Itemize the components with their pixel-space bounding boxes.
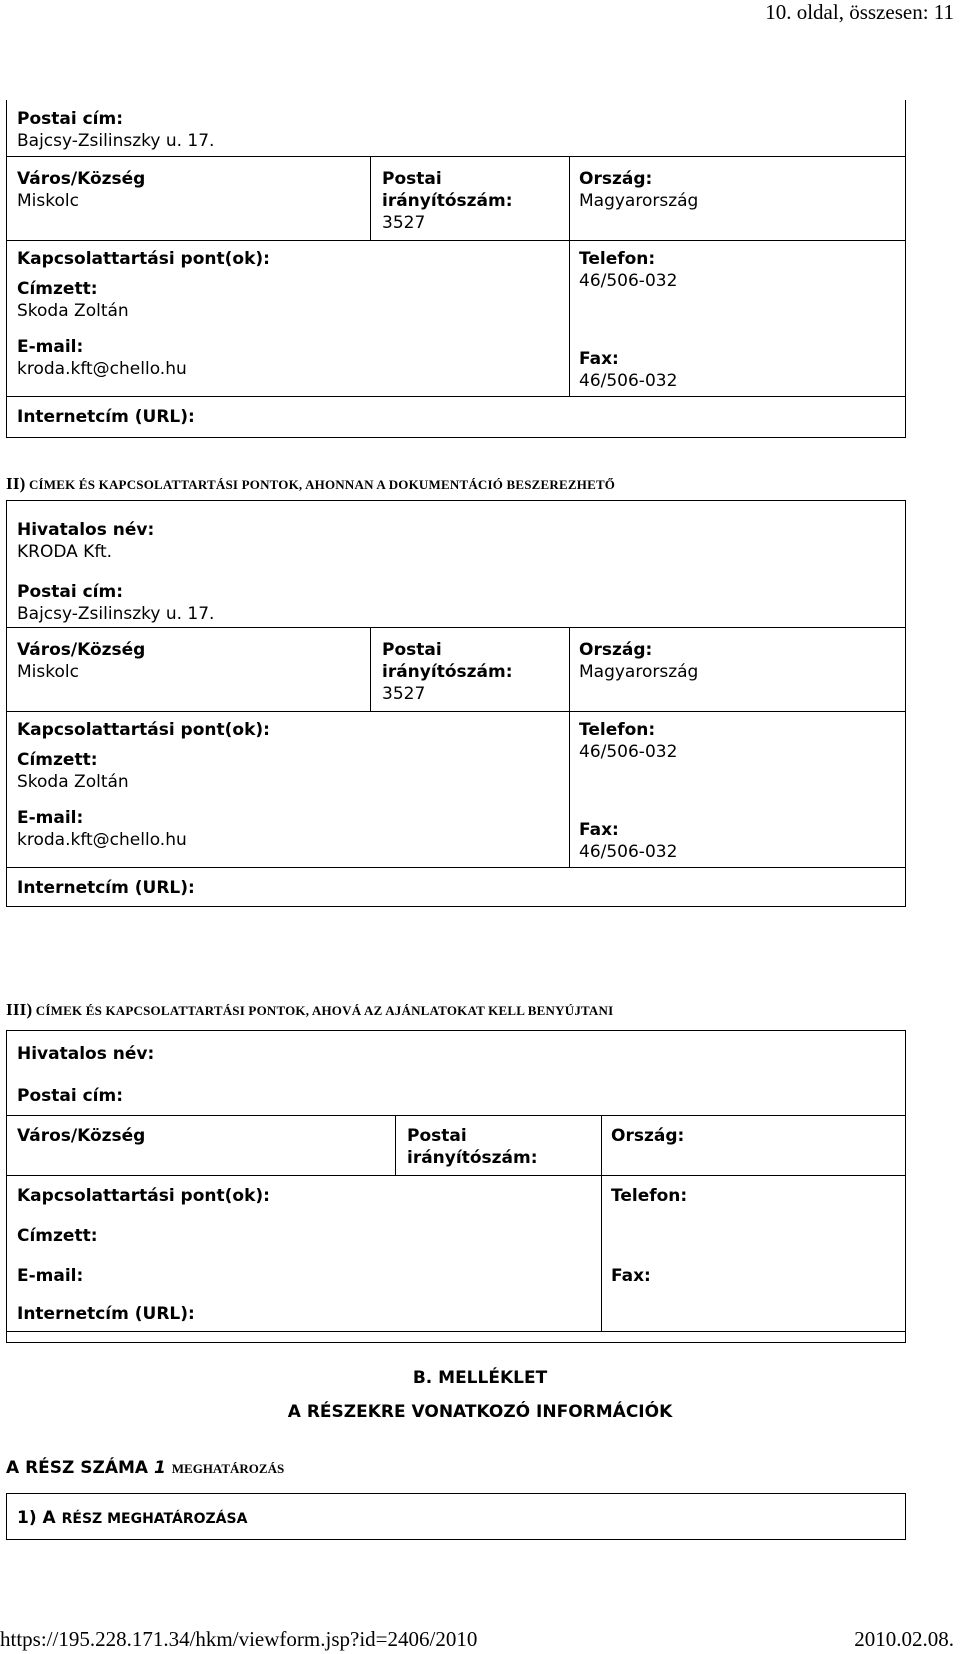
email-label: E-mail: <box>17 337 84 357</box>
zip-value: 3527 <box>382 684 426 704</box>
addressee-label: Címzett: <box>17 1226 98 1246</box>
addressee-label: Címzett: <box>17 750 98 770</box>
section-2-heading: CÍMEK ÉS KAPCSOLATTARTÁSI PONTOK, AHONNAN A DOKUMENTÁCIÓ BESZEREZHETŐ <box>28 477 616 492</box>
city-label: Város/Község <box>17 169 146 189</box>
official-name-value: KRODA Kft. <box>17 542 113 562</box>
country-label: Ország: <box>579 169 653 189</box>
phone-value: 46/506-032 <box>579 742 678 762</box>
part-number-heading <box>6 1458 284 1478</box>
contact-points-label: Kapcsolattartási pont(ok): <box>17 720 270 740</box>
city-label: Város/Község <box>17 640 146 660</box>
email-label: E-mail: <box>17 1266 84 1286</box>
zip-value: 3527 <box>382 213 426 233</box>
section-2-number: II) <box>6 474 26 493</box>
country-value: Magyarország <box>579 191 699 211</box>
email-value: kroda.kft@chello.hu <box>17 359 187 379</box>
postal-address-label: Postai cím: <box>17 109 124 129</box>
city-value: Miskolc <box>17 191 79 211</box>
email-label: E-mail: <box>17 808 84 828</box>
footer-url: https://195.228.171.34/hkm/viewform.jsp?id=2406/2010 <box>0 1627 478 1651</box>
item-title: RÉSZ MEGHATÁROZÁSA <box>61 1511 248 1527</box>
part-suffix: MEGHATÁROZÁS <box>171 1461 285 1476</box>
annex-title: B. MELLÉKLET <box>412 1368 548 1388</box>
country-value: Magyarország <box>579 662 699 682</box>
fax-label: Fax: <box>579 349 619 369</box>
country-label: Ország: <box>579 640 653 660</box>
section-3-title <box>6 1000 613 1020</box>
fax-label: Fax: <box>579 820 619 840</box>
fax-value: 46/506-032 <box>579 371 678 391</box>
item-article: A <box>42 1508 56 1528</box>
url-label: Internetcím (URL): <box>17 1304 195 1324</box>
page-header: 10. oldal, összesen: 11 <box>765 0 954 24</box>
postal-address-value: Bajcsy-Zsilinszky u. 17. <box>17 131 215 151</box>
url-label: Internetcím (URL): <box>17 407 195 427</box>
postal-address-value: Bajcsy-Zsilinszky u. 17. <box>17 604 215 624</box>
city-label: Város/Község <box>17 1126 146 1146</box>
contact-points-label: Kapcsolattartási pont(ok): <box>17 249 270 269</box>
fax-label: Fax: <box>611 1266 651 1286</box>
contact-points-label: Kapcsolattartási pont(ok): <box>17 1186 270 1206</box>
annex-subtitle: A RÉSZEKRE VONATKOZÓ INFORMÁCIÓK <box>287 1402 673 1422</box>
part-number: 1 <box>154 1458 166 1478</box>
phone-label: Telefon: <box>579 720 656 740</box>
item-number: 1) <box>17 1508 37 1528</box>
addressee-value: Skoda Zoltán <box>17 772 129 792</box>
phone-label: Telefon: <box>611 1186 688 1206</box>
zip-label: Postai irányítószám: <box>407 1126 538 1168</box>
section-3-number: III) <box>6 1000 33 1019</box>
phone-label: Telefon: <box>579 249 656 269</box>
address-block-2 <box>6 500 906 907</box>
country-label: Ország: <box>611 1126 685 1146</box>
part-definition-box <box>6 1493 906 1540</box>
part-definition-heading <box>17 1507 247 1530</box>
email-value: kroda.kft@chello.hu <box>17 830 187 850</box>
official-name-label: Hivatalos név: <box>17 1044 155 1064</box>
fax-value: 46/506-032 <box>579 842 678 862</box>
footer-date: 2010.02.08. <box>854 1627 954 1651</box>
zip-label: Postai irányítószám: <box>382 169 513 211</box>
zip-label: Postai irányítószám: <box>382 640 513 682</box>
part-prefix: A RÉSZ SZÁMA <box>6 1458 149 1478</box>
address-block-1 <box>6 100 906 438</box>
section-3-heading: CÍMEK ÉS KAPCSOLATTARTÁSI PONTOK, AHOVÁ AZ AJÁNLATOKAT KELL BENYÚJTANI <box>35 1003 614 1018</box>
postal-address-label: Postai cím: <box>17 1086 124 1106</box>
official-name-label: Hivatalos név: <box>17 520 155 540</box>
section-2-title <box>6 474 615 494</box>
address-block-3 <box>6 1030 906 1343</box>
addressee-value: Skoda Zoltán <box>17 301 129 321</box>
phone-value: 46/506-032 <box>579 271 678 291</box>
postal-address-label: Postai cím: <box>17 582 124 602</box>
url-label: Internetcím (URL): <box>17 878 195 898</box>
addressee-label: Címzett: <box>17 279 98 299</box>
city-value: Miskolc <box>17 662 79 682</box>
